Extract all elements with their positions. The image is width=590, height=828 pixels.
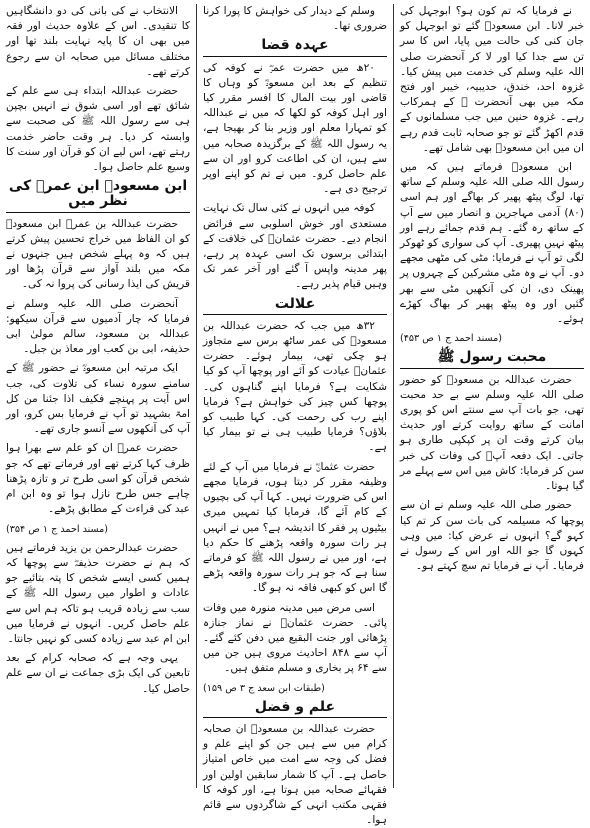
paragraph: آنحضرت صلی اللہ علیہ وسلم نے فرمایا کہ چار آدمیوں سے قرآن سیکھو: عبداللہ بن مسعود، سالم مولیٰ ابی حذیفہ، ابی بن کعب اور معاذ بن جبل۔ <box>6 297 190 356</box>
paragraph: ۲۰ھ میں حضرت عمرؓ نے کوفہ کی تنظیم کے بعد ابن مسعودؓ کو وہاں کا قاضی اور بیت المال کا افسر مقرر کیا اور اہل کوفہ کو لکھا کہ میں نے عبداللہ کو تمہارا معلم اور وزیر بنا کر بھیجا ہے، یہ رسول اللہ ﷺ کے برگزیدہ صحابہ میں سے ہیں، ان کی اطاعت کرو اور ان سے علم حاصل کرو۔ میں نے تم کو اپنے اوپر ترجیح دی ہے۔ <box>203 61 387 196</box>
paragraph: کوفہ میں انہوں نے کئی سال تک نہایت مستعدی اور خوش اسلوبی سے فرائض انجام دیے۔ حضرت عثمانؓ کی خلافت کے ابتدائی برسوں تک اسی عہدہ پر رہے، پھر مدینہ واپس آ گئے اور آخر عمر تک وہیں قیام پذیر رہے۔ <box>203 202 387 291</box>
paragraph: الانتخاب نے کی بانی کی دو دانشگاہیں کا تنقیدی۔ اس کے علاوہ حدیث اور فقہ میں بھی ان کا پایہ نہایت بلند تھا اور مختلف مسائل میں صحابہ ان سے رجوع کرتے تھے۔ <box>6 5 190 78</box>
paragraph: ۳۲ھ میں جب کہ حضرت عبداللہ بن مسعودؓ کی عمر ساٹھ برس سے متجاوز ہو چکی تھی، بیمار ہوئے۔ حضرت عثمانؓ عیادت کو آئے اور پوچھا آپ کو کیا شکایت ہے؟ فرمایا اپنے گناہوں کی۔ پوچھا کس چیز کی خواہش ہے؟ فرمایا اپنے رب کی رحمت کی۔ کہا طبیب کو بلاؤں؟ فرمایا طبیب ہی نے تو بیمار کیا ہے۔ <box>203 319 387 454</box>
column-left <box>6 4 190 788</box>
paragraph: اسی مرض میں مدینہ منورہ میں وفات پائی۔ حضرت عثمانؓ نے نماز جنازہ پڑھائی اور جنت البقیع میں دفن کئے گئے۔ آپ سے ۸۴۸ احادیث مروی ہیں جن میں سے ۶۴ پر بخاری و مسلم متفق ہیں۔ <box>203 601 387 675</box>
reference-note: (مسند احمد ج ۱ ص ۴۵۳) <box>400 333 502 345</box>
paragraph: حضور صلی اللہ علیہ وسلم نے ان سے پوچھا کہ مسیلمہ کی بات سن کر تم کیا کہو گے؟ انہوں نے عرض کیا: میں وہی کہوں گا جو اللہ اور اس کے رسول نے فرمایا۔ آپ نے فرمایا تم سچ کہتے ہو۔ <box>400 499 584 573</box>
section-heading-judgeship: عہدہ قضا <box>203 38 387 56</box>
reference-note: (مسند احمد ج ۱ ص ۳۵۴) <box>6 523 108 535</box>
paragraph: نے فرمایا کہ تم کون ہو؟ ابوجہل کی خبر لانا۔ ابن مسعودؓ گئے تو ابوجہل کو جان کنی کی حالت میں پایا، اس کا سر تن سے جدا کیا اور لا کر آنحضرت صلی اللہ علیہ وسلم کی خدمت میں پیش کیا۔ غزوہ احد، خندق، حدیبیہ، خیبر اور فتح مکہ میں بھی آنحضرت ﷺ کے ہمرکاب رہے۔ غزوہ حنین میں جب مسلمانوں کے قدم اکھڑ گئے تو جو صحابہ ثابت قدم رہے ان میں ابن مسعودؓ بھی شامل تھے۔ <box>400 5 584 154</box>
paragraph: حضرت عبدالرحمن بن یزید فرماتے ہیں کہ ہم نے حضرت حذیفہؓ سے پوچھا کہ ہمیں کسی ایسے شخص کا پتہ بتائیے جو عادات و اطوار میں رسول اللہ ﷺ کے سب سے زیادہ قریب ہو تاکہ ہم اس سے علم حاصل کریں۔ انہوں نے فرمایا میں ابن ام عبد سے زیادہ کسی کو نہیں جانتا۔ <box>6 541 190 645</box>
section-heading-ibn-umar-view: ابن مسعودؓ ابن عمرؓ کی نظر میں <box>6 179 190 212</box>
paragraph: حضرت عبداللہ ابتداء ہی سے علم کے شائق تھے اور اسی شوق نے انہیں بچپن ہی سے رسول اللہ ﷺ کی صحبت سے وابستہ کر دیا۔ ہر وقت حاضر خدمت رہتے تھے، اس لیے ان کو قرآن اور سنت کا وسیع علم حاصل ہوا۔ <box>6 85 190 174</box>
paragraph: حضرت عبداللہ بن مسعودؓ کو حضور صلی اللہ علیہ وسلم سے بے حد محبت تھی، جو بات آپ سے سنتے اس کو پوری امانت کے ساتھ روایت کرتے اور حدیث بیان کرتے وقت ان پر کپکپی طاری ہو جاتی۔ ایک دفعہ آپؐ کی وفات کی خبر سن کر فرمایا: کاش میں اس سے پہلے مر گیا ہوتا۔ <box>400 373 584 493</box>
column-middle <box>203 4 387 827</box>
paragraph: حضرت عمرؓ ان کو علم سے بھرا ہوا ظرف کہا کرتے تھے اور فرماتے تھے کہ جو شخص قرآن کو اسی طرح تر و تازہ پڑھنا چاہے جس طرح نازل ہوا تو وہ ابن ام عبد کی قراءت کے مطابق پڑھے۔ <box>6 442 190 516</box>
column-divider <box>393 4 394 788</box>
paragraph: حضرت عبداللہ بن عمرؓ ابن مسعودؓ کو ان الفاظ میں خراج تحسین پیش کرتے ہیں کہ وہ پہلے شخص ہیں جنہوں نے مکہ میں بلند آواز سے قرآن پڑھا اور قریش کی ایذا رسانی کی پروا نہ کی۔ <box>6 217 190 291</box>
paragraph: حضرت عثمانؓ نے فرمایا میں آپ کے لئے وظیفہ مقرر کر دیتا ہوں، فرمایا مجھے اس کی ضرورت نہیں۔ کہا آپ کی بچیوں کے کام آئے گا، فرمایا کیا تمہیں میری بیٹیوں پر فقر کا اندیشہ ہے؟ میں نے انہیں ہر رات سورہ واقعہ پڑھنے کا حکم دیا ہے، اور میں نے رسول اللہ ﷺ کو فرماتے سنا ہے کہ جو ہر رات سورہ واقعہ پڑھے گا اس کو کبھی فاقہ نہ ہو گا۔ <box>203 460 387 595</box>
column-right <box>400 4 584 788</box>
paragraph: ابن مسعودؓ فرماتے ہیں کہ میں رسول اللہ صلی اللہ علیہ وسلم کے ساتھ تھا، لوگ پیٹھ پھیر کر بھاگے اور ہم اسی (۸۰) آدمی مہاجرین و انصار میں سے آپ کے ساتھ رہ گئے۔ ہم قدم جمائے رہے اور پیٹھ نہیں پھیری۔ آپ کی سواری کو ٹھوکر لگی تو آپ نے فرمایا: مٹی کی مٹھی مجھے دو۔ آپ نے وہ مٹی مشرکین کے چہروں پر پھینک دی، ان کی آنکھیں مٹی سے بھر گئیں اور وہ پیٹھ پھیر کر بھاگ کھڑے ہوئے۔ <box>400 161 584 326</box>
section-heading-love-of-prophet: محبت رسول ﷺ <box>400 350 584 368</box>
column-divider <box>196 4 197 788</box>
paragraph: یہی وجہ ہے کہ صحابہ کرام کے بعد تابعین کی ایک بڑی جماعت نے ان سے علم حاصل کیا۔ <box>6 652 190 695</box>
reference-note: (طبقات ابن سعد ج ۳ ص ۱۵۹) <box>203 682 325 694</box>
section-heading-knowledge: علم و فضل <box>203 700 387 718</box>
paragraph: ایک مرتبہ ابن مسعودؓ نے حضور ﷺ کے سامنے سورہ نساء کی تلاوت کی، جب اس آیت پر پہنچے فکیف اذا جئنا من کل امۃ بشہید تو آپ نے فرمایا بس کرو، اور آپ کی آنکھوں سے آنسو جاری تھے۔ <box>6 362 190 436</box>
paragraph: حضرت عبداللہ بن مسعودؓ ان صحابہ کرام میں سے ہیں جن کو اپنے علم و فضل کی وجہ سے امت میں خاص امتیاز حاصل ہے۔ آپ کا شمار سابقین اولین اور فقہائے صحابہ میں ہوتا ہے، اور کوفہ کا فقہی مکتب انہی کے شاگردوں سے قائم ہوا۔ <box>203 722 387 827</box>
section-heading-illness: علالت <box>203 297 387 315</box>
paragraph: وسلم کے دیدار کی خواہش کا پورا کرنا ضروری تھا۔ <box>203 5 387 33</box>
